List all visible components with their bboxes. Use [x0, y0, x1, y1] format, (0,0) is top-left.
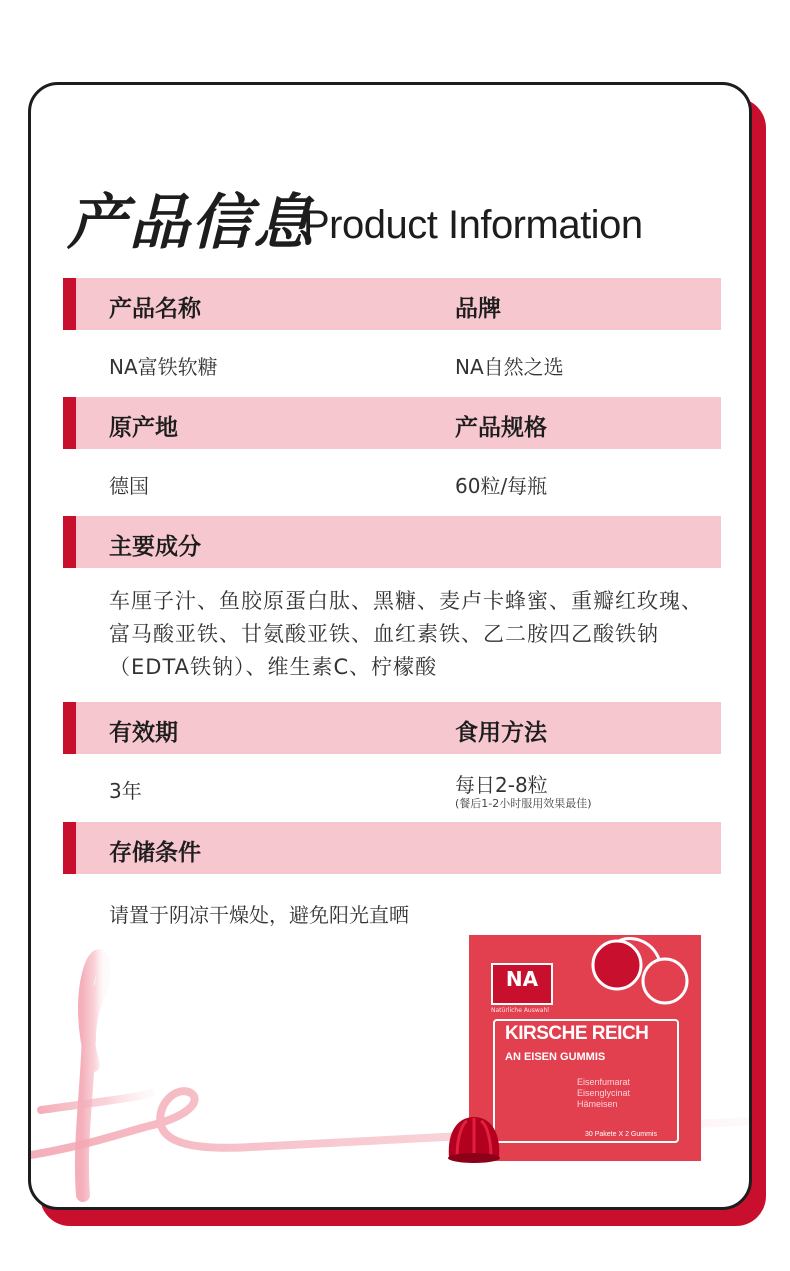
label-shelf-life: 有效期 — [109, 720, 178, 746]
box-subheading: AN EISEN GUMMIS — [505, 1051, 606, 1063]
value-shelf-life: 3年 — [109, 779, 142, 803]
value-storage: 请置于阴凉干燥处，避免阳光直晒 — [109, 903, 409, 927]
label-origin: 原产地 — [109, 415, 178, 441]
product-info-card — [28, 82, 752, 1210]
label-brand: 品牌 — [455, 296, 501, 322]
label-product-name: 产品名称 — [109, 296, 201, 322]
band-accent — [63, 516, 76, 568]
header-band-origin-spec — [63, 397, 721, 449]
header-band-shelf-usage — [63, 702, 721, 754]
value-ingredients: 车厘子汁、鱼胶原蛋白肽、黑糖、麦卢卡蜂蜜、重瓣红玫瑰、富马酸亚铁、甘氨酸亚铁、血红素铁、乙二胺四乙酸铁钠（EDTA铁钠）、维生素C、柠檬酸 — [109, 589, 703, 679]
logo-subtitle: Natürliche Auswahl — [491, 1007, 549, 1014]
band-accent — [63, 822, 76, 874]
header-band-name-brand — [63, 278, 721, 330]
box-label-panel — [493, 1019, 679, 1143]
value-specification: 60粒/每瓶 — [455, 474, 548, 498]
value-brand: NA自然之选 — [455, 355, 564, 379]
title-english: Product Information — [303, 203, 643, 247]
box-count: 30 Pakete X 2 Gummis — [585, 1131, 657, 1138]
value-usage: 每日2-8粒 — [455, 773, 548, 797]
header-band-storage — [63, 822, 721, 874]
band-accent — [63, 702, 76, 754]
gummy-candy-image — [445, 1113, 503, 1165]
value-product-name: NA富铁软糖 — [109, 355, 218, 379]
usage-note: (餐后1-2小时服用效果最佳) — [455, 797, 592, 810]
label-ingredients: 主要成分 — [109, 534, 201, 560]
box-ingredients: Eisenfumarat Eisenglycinat Hämeisen — [577, 1077, 631, 1109]
box-heading: KIRSCHE REICH — [505, 1023, 649, 1044]
value-origin: 德国 — [109, 474, 149, 498]
band-accent — [63, 278, 76, 330]
na-logo: NA — [491, 963, 553, 1005]
title-chinese: 产品信息 — [67, 188, 315, 258]
label-specification: 产品规格 — [455, 415, 547, 441]
product-box-image — [469, 935, 701, 1161]
header-band-ingredients — [63, 516, 721, 568]
label-usage: 食用方法 — [455, 720, 547, 746]
label-storage: 存储条件 — [109, 840, 201, 866]
band-accent — [63, 397, 76, 449]
